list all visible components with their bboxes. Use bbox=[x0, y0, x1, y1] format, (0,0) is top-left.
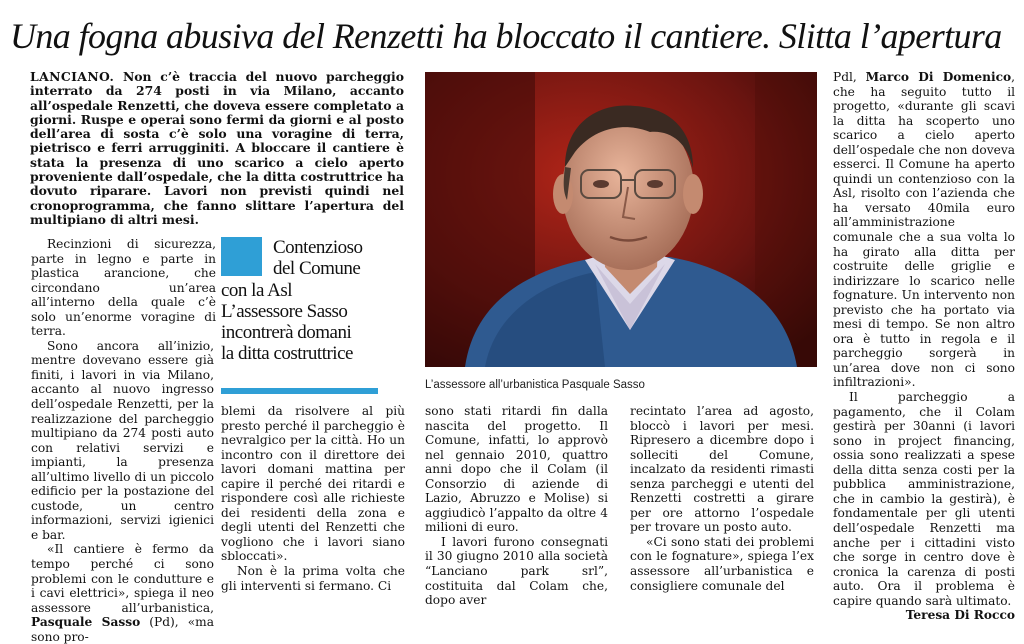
sidebar-box-line: Contenzioso bbox=[273, 237, 363, 258]
sidebar-box-line: la ditta costruttrice bbox=[221, 343, 353, 365]
col5-paragraph: Il parcheggio a pagamento, che il Colam gestirà per 30anni (i lavori sono in project financing, ossia sono realizzati a spese della ditta senza costi per la pubblica amministrazione, che in cambio la gestirà), è fondamentale per gli utenti dell’ospedale Renzetti ma anche per i cittadini visto che sorge in centro dove è cronica la carenza di posti auto. Ora il problema è capire quando sarà ultimato. bbox=[833, 390, 1015, 608]
lead-paragraph bbox=[30, 70, 404, 227]
col1-paragraph: Sono ancora all’inizio, mentre dovevano essere già finiti, i lavori in via Milano, accanto al nuovo ingresso dell’ospedale Renzetti, per la realizzazione del parcheggio multipiano da 274 posti auto con relativi servizi e impianti, la presenza all’ultimo livello di un piccolo edificio per la postazione del custode, un centro informazioni, servizi igienici e bar. bbox=[31, 338, 214, 542]
sidebar-box-line: con la Asl bbox=[221, 279, 292, 301]
col2-paragraph: blemi da risolvere al più presto perché il parcheggio è nevralgico per la città. Ho un incontro con il direttore dei lavori domani mattina per capire il perché dei ritardi e rispondere così alle richieste dei residenti della zona e degli utenti del Renzetti che vogliono che i lavori siano sbloccati». bbox=[221, 404, 405, 564]
sidebar-box-bar bbox=[221, 388, 378, 394]
col3-paragraph: sono stati ritardi fin dalla nascita del progetto. Il Comune, infatti, lo approvò nel gennaio 2010, quattro anni dopo che il Colam (il Consorzio di aziende di Lazio, Abruzzo e Molise) si aggiudicò l’appalto da oltre 4 milioni di euro. bbox=[425, 404, 608, 535]
column-2 bbox=[221, 404, 405, 593]
sidebar-box bbox=[221, 237, 391, 365]
col2-paragraph: Non è la prima volta che gli interventi si fermano. Ci bbox=[221, 564, 405, 593]
col3-paragraph: I lavori furono consegnati il 30 giugno 2010 alla società “Lanciano park srl”, costituita dal Colam che, dopo aver bbox=[425, 534, 608, 608]
sidebar-box-line: incontrerà domani bbox=[221, 322, 352, 344]
lead-text: Non c’è traccia del nuovo parcheggio interrato da 274 posti in via Milano, accanto all’ospedale Renzetti, che doveva essere completato a giorni. Ruspe e operai sono fermi da giorni e al posto dell’area di sosta c’è solo una voragine di terra, pietrisco e ferri arrugginiti. A bloccare il cantiere è stata la presenza di uno scarico a cielo aperto proveniente dall’ospedale, che la ditta costruttrice ha dovuto riparare. Lavori non previsti quindi nel cronoprogramma, che fanno slittare l’apertura del multipiano di altri mesi. bbox=[30, 69, 404, 227]
sidebar-box-line: L’assessore Sasso bbox=[221, 300, 348, 322]
portrait-photo bbox=[425, 72, 817, 367]
sidebar-box-line: del Comune bbox=[273, 258, 361, 280]
dateline: LANCIANO. bbox=[30, 69, 115, 84]
column-5 bbox=[833, 70, 1015, 623]
portrait-photo-image bbox=[425, 72, 817, 367]
column-1 bbox=[31, 237, 214, 644]
column-4 bbox=[630, 404, 814, 593]
col4-paragraph: recintato l’area ad agosto, bloccò i lavori per mesi. Ripresero a dicembre dopo i solleciti del Comune, incalzato da residenti rimasti senza parcheggi e utenti del Renzetti costretti a girare per ore attorno l’ospedale per trovare un posto auto. bbox=[630, 404, 814, 535]
photo-caption: L’assessore all’urbanistica Pasquale Sasso bbox=[425, 379, 645, 391]
headline: Una fogna abusiva del Renzetti ha bloccato il cantiere. Slitta l’apertura bbox=[10, 16, 1002, 56]
col1-paragraph: Recinzioni di sicurezza, parte in legno e parte in plastica arancione, che circondano un’area all’interno della quale c’è solo un’enorme voragine di terra. bbox=[31, 237, 216, 339]
col5-paragraph: Pdl, Marco Di Domenico, che ha seguito tutto il progetto, «durante gli scavi la ditta ha scoperto uno scarico a cielo aperto dell’ospedale che non doveva esserci. Il Comune ha aperto quindi un contenzioso con la Asl, risolto con l’azienda che ha versato 40mila euro all’amministrazione comunale che a sua volta lo ha girato alla ditta per costruite delle griglie e indirizzare lo scarico nelle fognature. Un intervento non previsto che ha portato via mesi di tempo. Se non altro ora è tutto in regola e il parcheggio sorgerà in un’area dove non ci sono infiltrazioni». bbox=[833, 70, 1015, 390]
column-3 bbox=[425, 404, 608, 608]
col1-paragraph: «Il cantiere è fermo da tempo perché ci sono problemi con le condutture e i cavi elettrici», spiega il neo assessore all’urbanistica, Pasquale Sasso (Pd), «ma sono pro- bbox=[31, 542, 214, 644]
author-signature: Teresa Di Rocco bbox=[905, 608, 1015, 623]
person-name: Marco Di Domenico bbox=[865, 70, 1012, 84]
col4-paragraph: «Ci sono stati dei problemi con le fognature», spiega l’ex assessore all’urbanistica e consigliere comunale del bbox=[630, 534, 814, 593]
person-name: Pasquale Sasso bbox=[31, 615, 141, 630]
